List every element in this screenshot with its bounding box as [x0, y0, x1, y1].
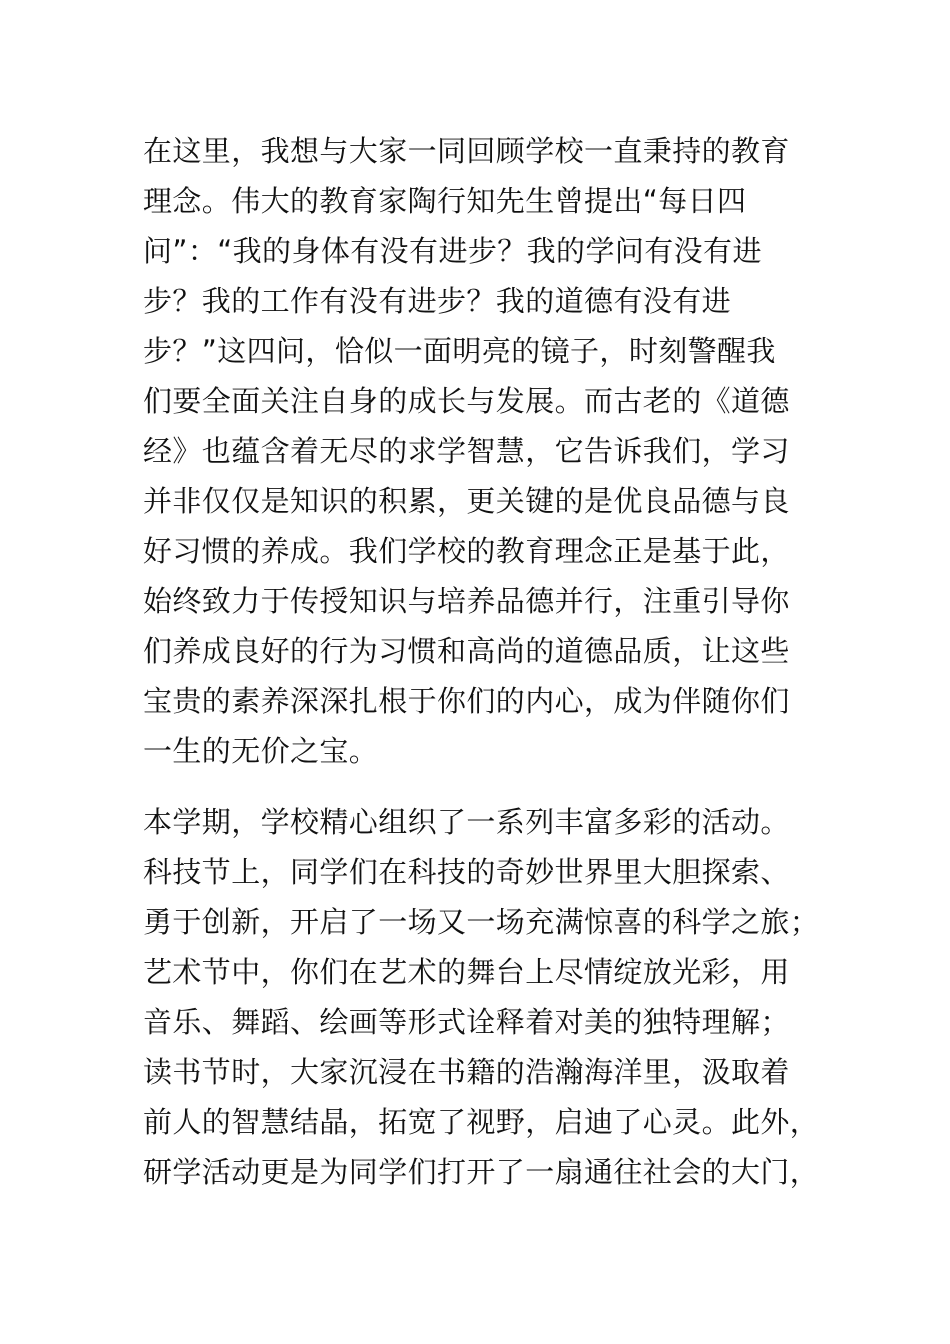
text-line: 始终致力于传授知识与培养品德并行，注重引导你 [143, 584, 790, 618]
text-line: 步？”这四问，恰似一面明亮的镜子，时刻警醒我 [143, 334, 776, 368]
text-line: 科技节上，同学们在科技的奇妙世界里大胆探索、 [143, 855, 790, 889]
text-line: 本学期，学校精心组织了一系列丰富多彩的活动。 [143, 805, 790, 839]
text-line: 步？我的工作有没有进步？我的道德有没有进 [143, 284, 732, 318]
text-line: 并非仅仅是知识的积累，更关键的是优良品德与良 [143, 484, 790, 518]
text-line: 音乐、舞蹈、绘画等形式诠释着对美的独特理解； [143, 1005, 790, 1039]
paragraph-education-philosophy [143, 126, 843, 776]
text-line: 理念。伟大的教育家陶行知先生曾提出“每日四 [143, 184, 747, 218]
text-line: 前人的智慧结晶，拓宽了视野，启迪了心灵。此外， [143, 1105, 820, 1139]
text-line: 好习惯的养成。我们学校的教育理念正是基于此， [143, 534, 790, 568]
text-line: 读书节时，大家沉浸在书籍的浩瀚海洋里，汲取着 [143, 1055, 790, 1089]
text-line: 经》也蕴含着无尽的求学智慧，它告诉我们，学习 [143, 434, 790, 468]
text-line: 研学活动更是为同学们打开了一扇通往社会的大门， [143, 1155, 820, 1189]
text-line: 们养成良好的行为习惯和高尚的道德品质，让这些 [143, 634, 790, 668]
text-line: 宝贵的素养深深扎根于你们的内心，成为伴随你们 [143, 684, 790, 718]
text-line: 们要全面关注自身的成长与发展。而古老的《道德 [143, 384, 790, 418]
text-line: 一生的无价之宝。 [143, 734, 379, 768]
text-line: 问”：“我的身体有没有进步？我的学问有没有进 [143, 234, 762, 268]
text-line: 在这里，我想与大家一同回顾学校一直秉持的教育 [143, 134, 790, 168]
text-line: 勇于创新，开启了一场又一场充满惊喜的科学之旅； [143, 905, 820, 939]
text-line: 艺术节中，你们在艺术的舞台上尽情绽放光彩，用 [143, 955, 790, 989]
paragraph-semester-activities [143, 797, 843, 1197]
